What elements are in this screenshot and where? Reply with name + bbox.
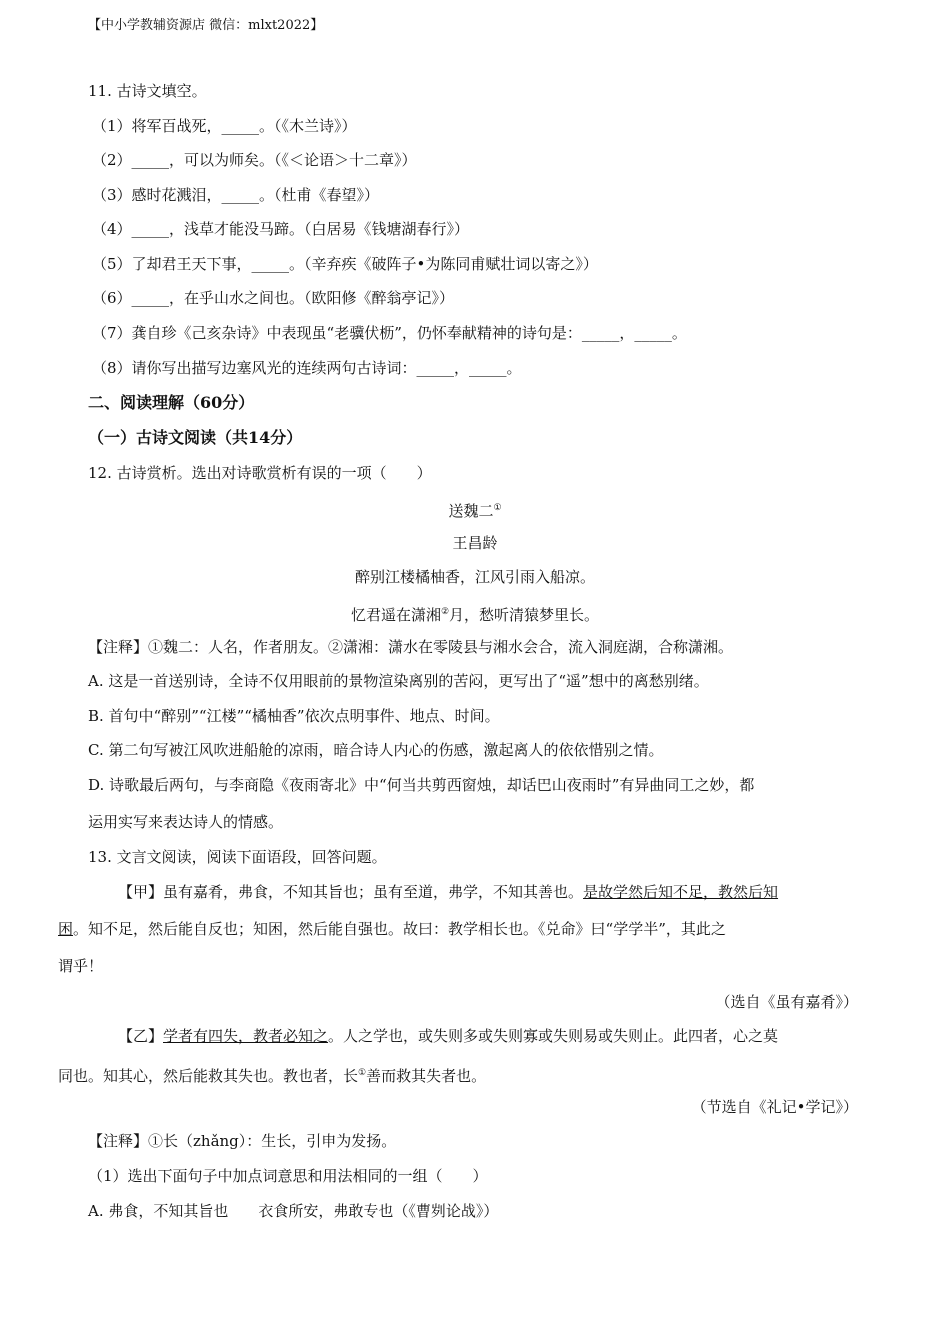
q12-option-a: A. 这是一首送别诗，全诗不仅用眼前的景物渲染离别的苦闷，更写出了“遥”想中的离愁别绪。 bbox=[88, 672, 709, 690]
q11-item: （3）感时花溅泪，_____。（杜甫《春望》） bbox=[92, 186, 380, 204]
q11-item: （2）_____，可以为师矣。（《＜论语＞十二章》） bbox=[92, 151, 417, 169]
q11-item: （7）龚自珍《己亥杂诗》中表现虽“老骥伏枥”，仍怀奉献精神的诗句是：_____，_____。 bbox=[92, 324, 687, 342]
q11-item: （5）了却君王天下事，_____。（辛弃疾《破阵子•为陈同甫赋壮词以寄之》） bbox=[92, 255, 598, 273]
q11-item: （6）_____，在乎山水之间也。（欧阳修《醉翁亭记》） bbox=[92, 289, 455, 307]
q13-sub1-option-a: A. 弗食，不知其旨也 衣食所安，弗敢专也（《曹刿论战》） bbox=[88, 1202, 499, 1220]
q13-sub1: （1）选出下面句子中加点词意思和用法相同的一组（ ） bbox=[88, 1167, 488, 1185]
q12-note: 【注释】①魏二：人名，作者朋友。②潇湘：潇水在零陵县与湘水会合，流入洞庭湖，合称潇湘。 bbox=[88, 638, 734, 656]
q12-option-d: D. 诗歌最后两句，与李商隐《夜雨寄北》中“何当共剪西窗烛，却话巴山夜雨时”有异曲同工之妙，都 bbox=[88, 776, 755, 794]
passage-yi: 【乙】学者有四失，教者必知之。人之学也，或失则多或失则寡或失则易或失则止。此四者，心之莫 同也。知其心，然后能救其失也。教也者，长①善而救其失者也。 bbox=[58, 1027, 779, 1085]
page-header: 【中小学教辅资源店 微信：mlxt2022】 bbox=[88, 18, 324, 33]
q12-title: 12. 古诗赏析。选出对诗歌赏析有误的一项（ ） bbox=[88, 464, 432, 482]
passage-label: 【乙】 bbox=[118, 1027, 164, 1045]
passage-source: （选自《虽有嘉肴》） bbox=[715, 993, 858, 1011]
underlined-sentence: 困 bbox=[58, 920, 74, 938]
q11-title: 11. 古诗文填空。 bbox=[88, 82, 207, 100]
passage-source: （节选自《礼记•学记》） bbox=[691, 1098, 858, 1116]
q11-item: （4）_____，浅草才能没马蹄。（白居易《钱塘湖春行》） bbox=[92, 220, 470, 238]
q12-option-b: B. 首句中“醉别”“江楼”“橘柚香”依次点明事件、地点、时间。 bbox=[88, 707, 500, 725]
q12-option-c: C. 第二句写被江风吹进船舱的凉雨，暗合诗人内心的伤感，激起离人的依依惜别之情。 bbox=[88, 741, 664, 759]
q11-item: （1）将军百战死，_____。（《木兰诗》） bbox=[92, 117, 357, 135]
q12-option-d-cont: 运用实写来表达诗人的情感。 bbox=[88, 813, 284, 831]
poem-line: 醉别江楼橘柚香，江风引雨入船凉。 bbox=[354, 568, 595, 586]
q13-note: 【注释】①长（zhǎng）：生长，引申为发扬。 bbox=[88, 1132, 397, 1150]
footnote-mark: ② bbox=[440, 607, 450, 617]
underlined-sentence: 是故学然后知不足，教然后知 bbox=[583, 883, 779, 901]
passage-label: 【甲】 bbox=[118, 883, 164, 901]
underlined-sentence: 学者有四失，教者必知之 bbox=[163, 1027, 329, 1045]
footnote-mark: ① bbox=[358, 1068, 367, 1078]
q13-title: 13. 文言文阅读，阅读下面语段，回答问题。 bbox=[88, 848, 387, 866]
q11-item: （8）请你写出描写边塞风光的连续两句古诗词：_____，_____。 bbox=[92, 359, 522, 377]
section-heading: 二、阅读理解（60分） bbox=[88, 393, 255, 412]
subsection-heading: （一）古诗文阅读（共14分） bbox=[88, 428, 303, 447]
passage-jia: 【甲】虽有嘉肴，弗食，不知其旨也；虽有至道，弗学，不知其善也。是故学然后知不足，教然后知 困。知不足，然后能自反也；知困，然后能自强也。故曰：教学相长也。《兑命》曰“学学半”，其此之 谓乎！ bbox=[58, 883, 779, 975]
footnote-mark: ① bbox=[493, 503, 502, 513]
poem-title: 送魏二① bbox=[448, 502, 502, 520]
poem-line: 忆君遥在潇湘②月，愁听清猿梦里长。 bbox=[350, 606, 600, 624]
poem-author: 王昌龄 bbox=[452, 534, 498, 552]
